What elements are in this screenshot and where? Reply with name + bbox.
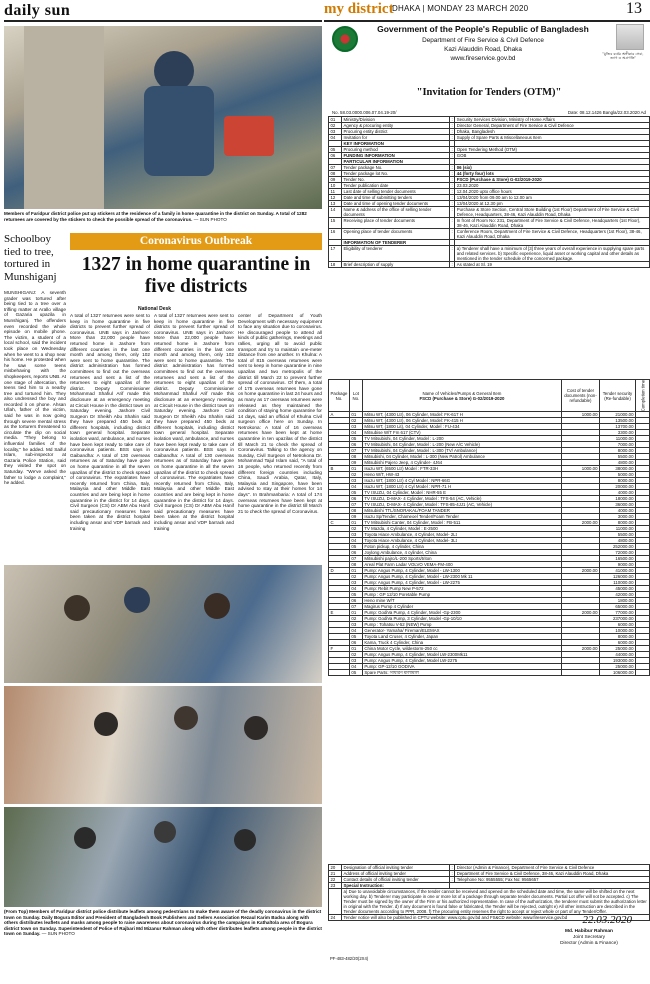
- lot-security: 9000.00: [600, 562, 636, 568]
- lot-number: 05: [349, 436, 362, 442]
- lot-number: 01: [349, 568, 362, 574]
- lot-cost: 2000.00: [562, 520, 600, 526]
- lot-item: Pump: GodiVa Pump, 4 Cylinder, Model -Gp-2300: [362, 610, 561, 616]
- key-info-row: [329, 262, 650, 268]
- story-headline: 1327 in home quarantine in five districts: [81, 254, 311, 297]
- lot-security: 110000.00: [600, 580, 636, 586]
- lot-item: Joylong Ambulance, 4 cylinder, China: [362, 550, 561, 556]
- lot-item: Mitsubishi, 04 Cylinder, Model : L-300 (New Patrol) Ambulance: [362, 454, 561, 460]
- official-info-row: [329, 871, 650, 877]
- lot-item: Mitsu WT, (4300 Ltr), 06 Cylinder, Model: FK-617 H: [362, 412, 561, 418]
- row-number: 24: [329, 915, 342, 921]
- govt-seal-icon: [332, 26, 358, 52]
- row-number: 13: [329, 201, 342, 207]
- row-key: PARTICULAR INFORMATION: [342, 159, 450, 165]
- lot-item: Kama, Truck 4 Cylinder, China: [362, 640, 561, 646]
- row-number: 09: [329, 177, 342, 183]
- row-value: As stated at Sl. 19: [455, 262, 650, 268]
- lot-security: 42000.00: [600, 592, 636, 598]
- lot-number: 08: [349, 508, 362, 514]
- invitation-title: "Invitation for Tenders (OTM)": [416, 87, 562, 98]
- row-number: 07: [329, 165, 342, 171]
- row-value: 13/04/2020 from 09.00 am to 12.00 am: [455, 195, 650, 201]
- key-info-row: [329, 229, 650, 240]
- lot-item: TV ISUZU, 04 Cylinder, Model : NHR-55 E: [362, 490, 561, 496]
- lot-security: 4000.00: [600, 508, 636, 514]
- row-key: Brief description of supply: [342, 262, 450, 268]
- lot-number: 05: [349, 592, 362, 598]
- row-colon: :: [451, 177, 453, 182]
- lot-number: 03: [349, 658, 362, 664]
- row-key: Designation of official inviting tender: [342, 865, 450, 871]
- lot-item: Mitsu WT, (4300 Ltr), 06 Cylinder, Model: FK-415 H: [362, 418, 561, 424]
- page-number: 13: [626, 0, 642, 17]
- lot-item: Mitsubise W/T Fm 617 (CTV): [362, 430, 561, 436]
- lot-item: TV ISUZU, D-MAX- 4 Cylinder, Model : TFS-54 (AC, Vehicle): [362, 496, 561, 502]
- row-number: 15: [329, 218, 342, 229]
- row-number: 05: [329, 147, 342, 153]
- lot-security: 6000.00: [600, 640, 636, 646]
- lot-security: 77000.00: [600, 610, 636, 616]
- key-info-row: [329, 218, 650, 229]
- lot-security: 193000.00: [600, 658, 636, 664]
- row-number: 21: [329, 871, 342, 877]
- lot-number: 04: [349, 664, 362, 670]
- lot-item: Isuzu WT, (6500 Ltr) Model : FTR-33H: [362, 466, 561, 472]
- lot-number: 03: [349, 478, 362, 484]
- row-value: Security Services Division, Ministry of Home Affairs: [455, 117, 650, 123]
- lot-number: 04: [349, 586, 362, 592]
- lot-number: 04: [349, 430, 362, 436]
- lot-item: Pump: Angus Pump, 4 Cylinder, Model - LW-2275: [362, 580, 561, 586]
- lot-security: 44000.00: [600, 652, 636, 658]
- lot-security: 10000.00: [600, 628, 636, 634]
- row-value: Telephone No: 9555555; Fax No: 9565657: [455, 877, 650, 883]
- row-value: 23.03.2020: [455, 183, 650, 189]
- row-colon: :: [451, 165, 453, 170]
- row-key: Procuring method: [342, 147, 450, 153]
- lot-number: 06: [349, 598, 362, 604]
- lot-item: Toyota Land Cruser, 4 Cylinder, Japan: [362, 634, 561, 640]
- row-number: 16: [329, 229, 342, 240]
- row-value: FSCD (Purchase & Store) G-02/2019-2020: [455, 177, 650, 183]
- lot-item: Pump: Angus Pump, 4 Cylinder, Model LW-2275: [362, 658, 561, 664]
- lot-item: Pump: Angus Pump, 4 Cylinder, Model - LW-1300: [362, 568, 561, 574]
- row-key: Date and time of submitting tenders: [342, 195, 450, 201]
- hdr-tender-no: FSCD (Purchase & Store) G-02/2019-2020: [419, 395, 505, 401]
- lot-security: 126000.00: [600, 574, 636, 580]
- lot-item: Generator- Yamaha/ Fireman/ELEMAX: [362, 628, 561, 634]
- memo-date: Date: 08.12.1426 Bangla/22.03.2020 Ad: [567, 110, 646, 115]
- lot-item: Mitsu WT, (1800 Lit), 04 Cylinder, Model : FU-434: [362, 424, 561, 430]
- signer-title: Joint Secretary: [573, 935, 605, 940]
- lot-item: Pump: Angus Pump, 4 Cylinder, Model - LW-2300 Mk 11: [362, 574, 561, 580]
- row-colon: :: [450, 218, 455, 229]
- lot-completion: [636, 670, 650, 676]
- row-value: 44 (forty four) lots: [455, 171, 650, 177]
- lot-number: 01: [349, 610, 362, 616]
- row-wide-text: Tender notice will also be published in CPTU website: www.cptu.gov.bd and FS&CD website: www.fireservice.gov.bd: [342, 915, 650, 921]
- masthead-right: [324, 0, 650, 22]
- hdr-item-label: Name of Vehicles/Pumps & General Item: [422, 390, 502, 396]
- lot-number: 08: [349, 454, 362, 460]
- row-colon: :: [451, 877, 453, 882]
- lot-security: 45000.00: [600, 586, 636, 592]
- side-story-body: MUNSHIGANJ: A seventh grader was tortured after being tied to a tree over a trifling matter at Arallo village of Gazaria upazila in Munshiganj. The offenders even recorded the whole episode on mobile phone. The victim, a student of a local school, said the incident took place on Wednesday when he went to a shop near his home. He protested when he saw some teens misbehaving with the shopkeepers, reports UNB. At one stage of altercation, the teens tied him to a nearby tree and tortured him. They also undressed the boy and recorded it on phone. Ahsan Ullah, father of the victim, said he was in now going through severe mental stress as the torturers threatened to circulate the clip on social media. "They belong to influential families of the locality," he added. Md Saiful Islam, sub-inspector at Gazaria Police Station, said they visited the spot on Saturday. "We've asked the father to lodge a complaint," he added.: [4, 290, 66, 486]
- row-colon: :: [451, 117, 453, 122]
- lot-number: 05: [349, 490, 362, 496]
- lot-item: Pump : Tohatsu V-52 (NEW) Pump: [362, 622, 561, 628]
- lot-item: TV Mazda, 4 Cylinder, Model : E-2500: [362, 526, 561, 532]
- row-number: 18: [329, 262, 342, 268]
- photo-leaflets-1: [4, 565, 322, 683]
- dateline: DHAKA | MONDAY 23 MARCH 2020: [392, 4, 529, 13]
- lot-security: 3300.00: [600, 430, 636, 436]
- row-colon: :: [451, 865, 453, 870]
- lot-package: E: [329, 610, 350, 616]
- portrait-image: [616, 24, 644, 50]
- lot-number: 01: [349, 466, 362, 472]
- row-value: Conference Room, Department of Fire Service & Civil Defence, Headquarters (1st Floor), 38-46, Kazi Alauddin Road, Dhaka: [455, 229, 650, 240]
- lot-security: 4800.00: [600, 538, 636, 544]
- lot-item: Pump: GP-12/10 GODIVA: [362, 664, 561, 670]
- lot-number: 05: [349, 670, 362, 676]
- lot-package: B: [329, 466, 350, 472]
- lot-item: Heno W/T, HW-43: [362, 472, 561, 478]
- row-colon: :: [450, 246, 455, 262]
- row-colon: :: [451, 262, 453, 267]
- lot-security: 106000.00: [600, 670, 636, 676]
- lot-number: 02: [349, 418, 362, 424]
- row-key: Eligibility of tenderer: [342, 246, 450, 262]
- official-info-row: [329, 889, 650, 915]
- govt-title: Government of the People's Republic of Bangladesh: [377, 24, 589, 34]
- lot-number: 02: [349, 526, 362, 532]
- lot-number: 03: [349, 622, 362, 628]
- lot-security: 8000.00: [600, 478, 636, 484]
- row-number: 17: [329, 246, 342, 262]
- lot-security: 36000.00: [600, 502, 636, 508]
- lot-number: 02: [349, 472, 362, 478]
- lot-item: TV Mitsubishi, 04 Cylinder, Model : L-200 (New A/C Vehicle): [362, 442, 561, 448]
- top-photo-caption: Members of Faridpur district police put up stickers at the residence of a family in home quarantine in the district on Sunday. A total of 1282 returnees are covered by the stickers to check the possible spread of the coronavirus. — SUN PHOTO: [4, 211, 307, 222]
- lot-package: F: [329, 646, 350, 652]
- lot-cost: 1000.00: [562, 412, 600, 418]
- lot-security: 11000.00: [600, 436, 636, 442]
- row-key: KEY INFORMATION: [342, 141, 450, 147]
- lot-security: 13500.00: [600, 418, 636, 424]
- row-value: Director General, Department of Fire Service & Civil Defence: [455, 123, 650, 129]
- lot-security: 5000.00: [600, 472, 636, 478]
- row-wide-text: a) Due to unavoidable circumstances, if the tender cannot be received and opened on the scheduled date and time, the same will be shifted on the next working day. b) Tenderer may participate in one or more lot of a package through separate tender documents. Partial Lot offer will not be accepted. c) The Tender must be signed by the owner of the Firm or his authorized representative. In case of the authorization, the tenderer must submit the authorization letter in original with the Tender. d) If any document is found false or fabricated, the Tender will be rejected, outright e) All other instruction are described in the Tender documents according to PPR, 2008. f) The procuring entity reserves the right to accept or reject whole or part of any Tender/Offer.: [342, 889, 650, 915]
- lot-item: Pump: Angus Pump, 4 Cylinder, Model LW-2300Mk11: [362, 652, 561, 658]
- pf-number: PF-483-482/20(2X4): [330, 956, 369, 961]
- lot-item: TV ISUZU, D-MAX- 4 Cylinder, Model : TFS-85-4JJ1 (AC, Vehicle): [362, 502, 561, 508]
- lot-cost: [562, 670, 600, 676]
- row-value: Open Tendering Method (OTM): [455, 147, 650, 153]
- lot-number: 09: [349, 460, 362, 466]
- lot-cost: 1000.00: [562, 466, 600, 472]
- dept-address: Kazi Alauddin Road, Dhaka: [444, 46, 522, 53]
- lot-item: Toyota Hiace Ambulance, 4 Cylinder, Model- 3Lt: [362, 538, 561, 544]
- lot-security: 11000.00: [600, 526, 636, 532]
- row-key: Contact details of official inviting tender: [342, 877, 450, 883]
- lot-security: 72000.00: [600, 550, 636, 556]
- lot-number: 02: [349, 652, 362, 658]
- bottom-photo-caption: (From Top) Members of Faridpur district police distribute leaflets among pedestrians to make them aware of the deadly coronavirus in the district town on Sunday. Daily Bogura Editor and President of Bangladesh Book Publishers and Sellers Association Rezaul Karim Badsa along with others distributes leaflets and masks among people to raise awareness about coronavirus during the campaigns in Kathaltola area of Bogura district town on Sunday. Superintendent of Police of Rajbari Md Mizanur Rahman along with other distributes leaflets among people in the district town on Sunday. — SUN PHOTO: [4, 909, 322, 937]
- row-colon: :: [451, 195, 453, 200]
- lot-item: Pump: GodiVa Pump, 3 Cylinder, Model -Gp-10/10: [362, 616, 561, 622]
- lot-item: China Motor Cycle, wildestorm-250 cc: [362, 646, 561, 652]
- official-info-table: [328, 864, 650, 921]
- lot-number: 06: [349, 640, 362, 646]
- lot-number: 07: [349, 556, 362, 562]
- row-value: Dhaka, Bangladesh: [455, 129, 650, 135]
- row-value: a) Tenderer shall have a minimum of [3] three years of overall experience in supplying spare parts and related services. b) Specific experience, liquid asset or working capital and other details as mentioned in the tender schedule of the concerned package.: [455, 246, 650, 262]
- hdr-package: Package No.: [329, 380, 350, 412]
- lot-cost: 2000.00: [562, 568, 600, 574]
- lot-security: 252000.00: [600, 544, 636, 550]
- lot-security: 41000.00: [600, 568, 636, 574]
- lot-cost: 2000.00: [562, 610, 600, 616]
- row-number: 06: [329, 153, 342, 159]
- lot-security: 8000.00: [600, 520, 636, 526]
- tender-notice: [328, 24, 650, 984]
- row-key: Ministry/Division: [342, 117, 450, 123]
- lots-table: [328, 379, 650, 676]
- row-key: Agency & procuring entity: [342, 123, 450, 129]
- lot-item: TV Mitsubishi, 04 Cylinder, Model : L-300 (TV/ Ambulance): [362, 448, 561, 454]
- lot-item: Isuzu WT, (1800 Ltr) 4 Cyl Model : NPR-66G: [362, 478, 561, 484]
- row-number: 12: [329, 195, 342, 201]
- row-colon: :: [451, 201, 453, 206]
- lot-number: 02: [349, 616, 362, 622]
- lot-number: 04: [349, 628, 362, 634]
- lot-number: 01: [349, 520, 362, 526]
- row-colon: :: [451, 871, 453, 876]
- row-number: 04: [329, 135, 342, 141]
- lot-security: 21000.00: [600, 412, 636, 418]
- row-key: Name & address of the office of selling tender documents: [342, 207, 450, 218]
- brand-logo: daily sun: [4, 2, 71, 19]
- lot-security: 65000.00: [600, 604, 636, 610]
- lot-cost: 2000.00: [562, 646, 600, 652]
- lot-number: 04: [349, 538, 362, 544]
- signature: 22.03.2020: [582, 914, 632, 926]
- row-number: 01: [329, 117, 342, 123]
- row-colon: :: [451, 129, 453, 134]
- lot-number: 05: [349, 634, 362, 640]
- top-photo: [4, 26, 322, 209]
- row-key: Last date of selling tender documents: [342, 189, 450, 195]
- photo-leaflets-2: [4, 686, 322, 804]
- lot-security: 7000.00: [600, 442, 636, 448]
- lot-number: 03: [349, 580, 362, 586]
- row-key: Tender publication date: [342, 183, 450, 189]
- row-value: Supply of Spare Parts & Miscellaneous Item: [455, 135, 650, 141]
- row-value: 13/04/2020 at 12.30 pm: [455, 201, 650, 207]
- lot-security: 18000.00: [600, 496, 636, 502]
- hdr-security: Tender security (Re-fundable): [600, 380, 636, 412]
- row-spacer: [329, 889, 342, 915]
- lot-number: 06: [349, 550, 362, 556]
- signer-name: Md. Habibur Rahman: [565, 929, 613, 934]
- lot-number: 05: [349, 544, 362, 550]
- signer-role: Director (Admin & Finance): [560, 941, 618, 946]
- lot-security: 6000.00: [600, 622, 636, 628]
- lot-number: 06: [349, 442, 362, 448]
- lot-item: Isuzu Sp/Tender, Chameoel Tender/Foam Tender: [362, 514, 561, 520]
- lot-item: Mitsubishi pajro/L-200 Sports/triton: [362, 556, 561, 562]
- row-key: Procuring entity district: [342, 129, 450, 135]
- lot-number: 01: [349, 646, 362, 652]
- story-col-3: center of Department of Youth Development with necessary equipment to face any situation due to coronavirus. He discouraged people to attend all kinds of public gatherings, meetings and rallies, urging all to avoid public transport and try to maintain one-meter distance from one another. In Khulna: A total of 815 overseas returnees were sent to keep in home quarantine in nine upazilas and two metropolis of the district till March 22 to prevent further spread of coronavirus. Of them, a total of 175 overseas returnees have gone on home quarantine in last 24 hours and as many as 17 overseas returnees were released as they maintained the condition of staying home quarantine for 14 days, said an official of Khulna Civil surgeon office here on Sunday. In Netrokona: A total of 16 overseas returnees have been kept at home quarantine in ten upazilas of the district till March 21 to check the spread of Coronavirus. Talking to the agency on Sunday, Civil Surgeon of Netrokona Dr. Mohammad Tajul Islam said, "A total of 16 people, who returned recently from different foreign countries including China, Saudi Arabia, Qatar, Italy, Malaysia and Singapore, have been advised to stay at their homes for 14 days". In Brahmanbaria: A total of 174 overseas returnees have been kept at home quarantine in the district till March 21 to check the spread of Coronavirus.: [238, 313, 322, 514]
- side-story-headline: Schoolboy tied to tree, tortured in Munshiganj: [4, 233, 57, 283]
- lot-security: 20000.00: [600, 484, 636, 490]
- story-byline: National Desk: [138, 306, 172, 312]
- lot-item: TV Mitsubishi, 04 Cylinder, Model : L-200: [362, 436, 561, 442]
- signer-block: [534, 929, 644, 947]
- lot-number: 02: [349, 574, 362, 580]
- row-key: Receiving place of tender documents: [342, 218, 450, 229]
- row-key: Tender package No.: [342, 165, 450, 171]
- lot-number: 06: [349, 496, 362, 502]
- row-colon: :: [451, 183, 453, 188]
- row-colon: :: [451, 135, 453, 140]
- lot-row: [329, 670, 650, 676]
- lot-item: TV Mitsubishi Canter, 04 Cylinder, Model : FB-511: [362, 520, 561, 526]
- lot-package: C: [329, 520, 350, 526]
- lot-item: Isuzu WT, (1800 Ltr) 4 Cyl Model : NPR-71 H: [362, 484, 561, 490]
- lot-number: 08: [349, 562, 362, 568]
- lot-package: [329, 670, 350, 676]
- row-number: 08: [329, 171, 342, 177]
- lot-security: 25000.00: [600, 646, 636, 652]
- lot-number: 04: [349, 484, 362, 490]
- row-colon: :: [451, 153, 453, 158]
- hdr-cost: Cost of tender documents (non-refundable): [562, 380, 600, 412]
- key-info-row: [329, 246, 650, 262]
- row-colon: :: [451, 189, 453, 194]
- lot-number: 07: [349, 604, 362, 610]
- slogan: "মুজিব বর্ষের অঙ্গীকার সেবা, ত্যাগ ও অগ্রগতি": [602, 52, 644, 61]
- lot-security: 25000.00: [600, 664, 636, 670]
- row-value: Purchase & Store Section, Central Store Building (1st Floor) Department of Fire Service & Civil Defence, Headquarters, 38-46, Kazi Alauddin Road, Dhaka: [455, 207, 650, 218]
- row-value: 06 (six): [455, 165, 650, 171]
- row-value: In front of Room No: 231, Department of Fire Service & Civil Defence, Headquarters (1st Floor), 38-46, Kazi Alauddin Road, Dhaka: [455, 218, 650, 229]
- row-key: Address of official inviting tender: [342, 871, 450, 877]
- row-number: 22: [329, 877, 342, 883]
- row-number: 20: [329, 865, 342, 871]
- lot-security: 8000.00: [600, 634, 636, 640]
- lot-security: 38000.00: [600, 466, 636, 472]
- key-info-table: [328, 116, 650, 268]
- row-key: Invitation for: [342, 135, 450, 141]
- lot-package: D: [329, 568, 350, 574]
- lot-number: 01: [349, 412, 362, 418]
- hdr-completion: Completion time: [636, 380, 650, 412]
- masthead-left: [4, 0, 322, 22]
- lot-number: 09: [349, 514, 362, 520]
- lot-item: Spare Parts: সাধারণ মালামাল: [362, 670, 561, 676]
- lot-item: Mitsubishi TTL/SNORAKAL/FOAM TANDER: [362, 508, 561, 514]
- row-key: FUNDING INFORMATION: [342, 153, 450, 159]
- story-col-1: A total of 1327 returnees were sent to keep in home quarantine in five districts to prevent further spread of coronavirus. UNB says in Jashore: More than 22,000 people have returned home in Jashore from different countries in the last one month and among them, only 102 were sent to home quarantine. The district administration has formed committees to find out the overseas returnees and sent a list of the returnees to eight upazilas of the district. Deputy Commissioner Mohammad Shafiul Arif made this disclosure at an emergency meeting at Circuit House in the district town on Saturday evening. Jashore Civil Surgeon Dr Sheikh Abu Shahin said they have prepared 450 beds at different hospitals, including district town general hospital. Separate isolation ward, ambulance, and nurses have been kept ready to take care of coronavirus patients. BSS says in Gaibandha: A total of 130 overseas returnees as of Saturday have gone on home quarantine in all the seven upazilas of the district to check spread of coronavirus. The expatriates have recently returned from China, Italy, Malaysia and other Middle East countries and are being kept in home quarantine in the district for 14 days. Civil Surgeon (CS) Dr ABM Abu Hanif said precautionary measures have been taken at the district hospital including ansar and VDP barrack and training: [70, 313, 150, 531]
- row-value: 12.04.2020 upto office hours: [455, 189, 650, 195]
- row-colon: :: [451, 171, 453, 176]
- lot-item: Mitsubishi Pajero Jeep, 4 Cylinder- 4J64: [362, 460, 561, 466]
- lot-security: 13700.00: [600, 424, 636, 430]
- dept-name: Department of Fire Service & Civil Defence: [422, 37, 544, 44]
- hdr-lot: Lot No.: [349, 380, 362, 412]
- section-title: my district: [324, 1, 394, 17]
- row-colon: :: [450, 229, 455, 240]
- key-info-row: [329, 207, 650, 218]
- lot-item: Areal Plat Farm Ladar VOLVO VEMA-FM-400: [362, 562, 561, 568]
- story-banner: Coronavirus Outbreak: [70, 233, 322, 250]
- row-key: Special Instruction:: [342, 883, 450, 889]
- lot-item: Pump : GP 12/10 Poretable Pump: [362, 592, 561, 598]
- row-value: GOB: [455, 153, 650, 159]
- lot-number: 03: [349, 532, 362, 538]
- lot-security: 8000.00: [600, 448, 636, 454]
- lot-item: Pump: Rebit Pump New P-572: [362, 586, 561, 592]
- hdr-item: [362, 380, 561, 412]
- lot-security: 3000.00: [600, 514, 636, 520]
- row-colon: :: [450, 207, 455, 218]
- row-key: Tender No.: [342, 177, 450, 183]
- row-number: 03: [329, 129, 342, 135]
- row-number: 02: [329, 123, 342, 129]
- lot-item: Toyota Hiace Ambulance, 4 Cylinder, Model- 2Lt: [362, 532, 561, 538]
- lot-item: Foton pickup, 4 cylinder, China: [362, 544, 561, 550]
- row-number: 14: [329, 207, 342, 218]
- lot-security: 1800.00: [600, 598, 636, 604]
- row-value: Department of Fire Service & Civil Defence, 38-46, Kazi Alauddin Road, Dhaka: [455, 871, 650, 877]
- row-key: INFORMATION OF TENDERER: [342, 240, 450, 246]
- row-number: 23: [329, 883, 342, 889]
- lot-item: Heno mine W/T: [362, 598, 561, 604]
- lot-item: Magirus Pump 4 Cylinder: [362, 604, 561, 610]
- lot-security: 16500.00: [600, 556, 636, 562]
- lot-security: 4800.00: [600, 460, 636, 466]
- lot-security: 4000.00: [600, 490, 636, 496]
- row-colon: :: [451, 123, 453, 128]
- lot-security: 5500.00: [600, 454, 636, 460]
- lot-security: 5500.00: [600, 532, 636, 538]
- photo-leaflets-3: [4, 807, 322, 907]
- lot-number: 07: [349, 448, 362, 454]
- row-colon: :: [451, 147, 453, 152]
- dept-website: www.fireservice.gov.bd: [450, 55, 516, 62]
- lot-number: 07: [349, 502, 362, 508]
- story-col-2: A total of 1327 returnees were sent to keep in home quarantine in five districts to prevent further spread of coronavirus. UNB says in Jashore: More than 22,000 people have returned home in Jashore from different countries in the last one month and among them, only 102 were sent to home quarantine. The district administration has formed committees to find out the overseas returnees and sent a list of the returnees to eight upazilas of the district. Deputy Commissioner Mohammad Shafiul Arif made this disclosure at an emergency meeting at Circuit House in the district town on Saturday evening. Jashore Civil Surgeon Dr Sheikh Abu Shahin said they have prepared 450 beds at different hospitals, including district town general hospital. Separate isolation ward, ambulance, and nurses have been kept ready to take care of coronavirus patients. BSS says in Gaibandha: A total of 130 overseas returnees as of Saturday have gone on home quarantine in all the seven upazilas of the district to check spread of coronavirus. The expatriates have recently returned from China, Italy, Malaysia and other Middle East countries and are being kept in home quarantine in the district for 14 days. Civil Surgeon (CS) Dr ABM Abu Hanif said precautionary measures have been taken at the district hospital including ansar and VDP barrack and training: [154, 313, 234, 531]
- row-key: Date and time of opening tender documents: [342, 201, 450, 207]
- memo-number: No. 58.03.0000.006.07.04.19-20/: [332, 110, 397, 115]
- lot-security: 237000.00: [600, 616, 636, 622]
- row-number: 10: [329, 183, 342, 189]
- row-value: Director (Admin & Finance), Department of Fire Service & Civil Defence: [455, 865, 650, 871]
- lot-package: A: [329, 412, 350, 418]
- row-key: Opening place of tender documents: [342, 229, 450, 240]
- lot-number: 03: [349, 424, 362, 430]
- row-number: 11: [329, 189, 342, 195]
- row-key: Tender package lot No.: [342, 171, 450, 177]
